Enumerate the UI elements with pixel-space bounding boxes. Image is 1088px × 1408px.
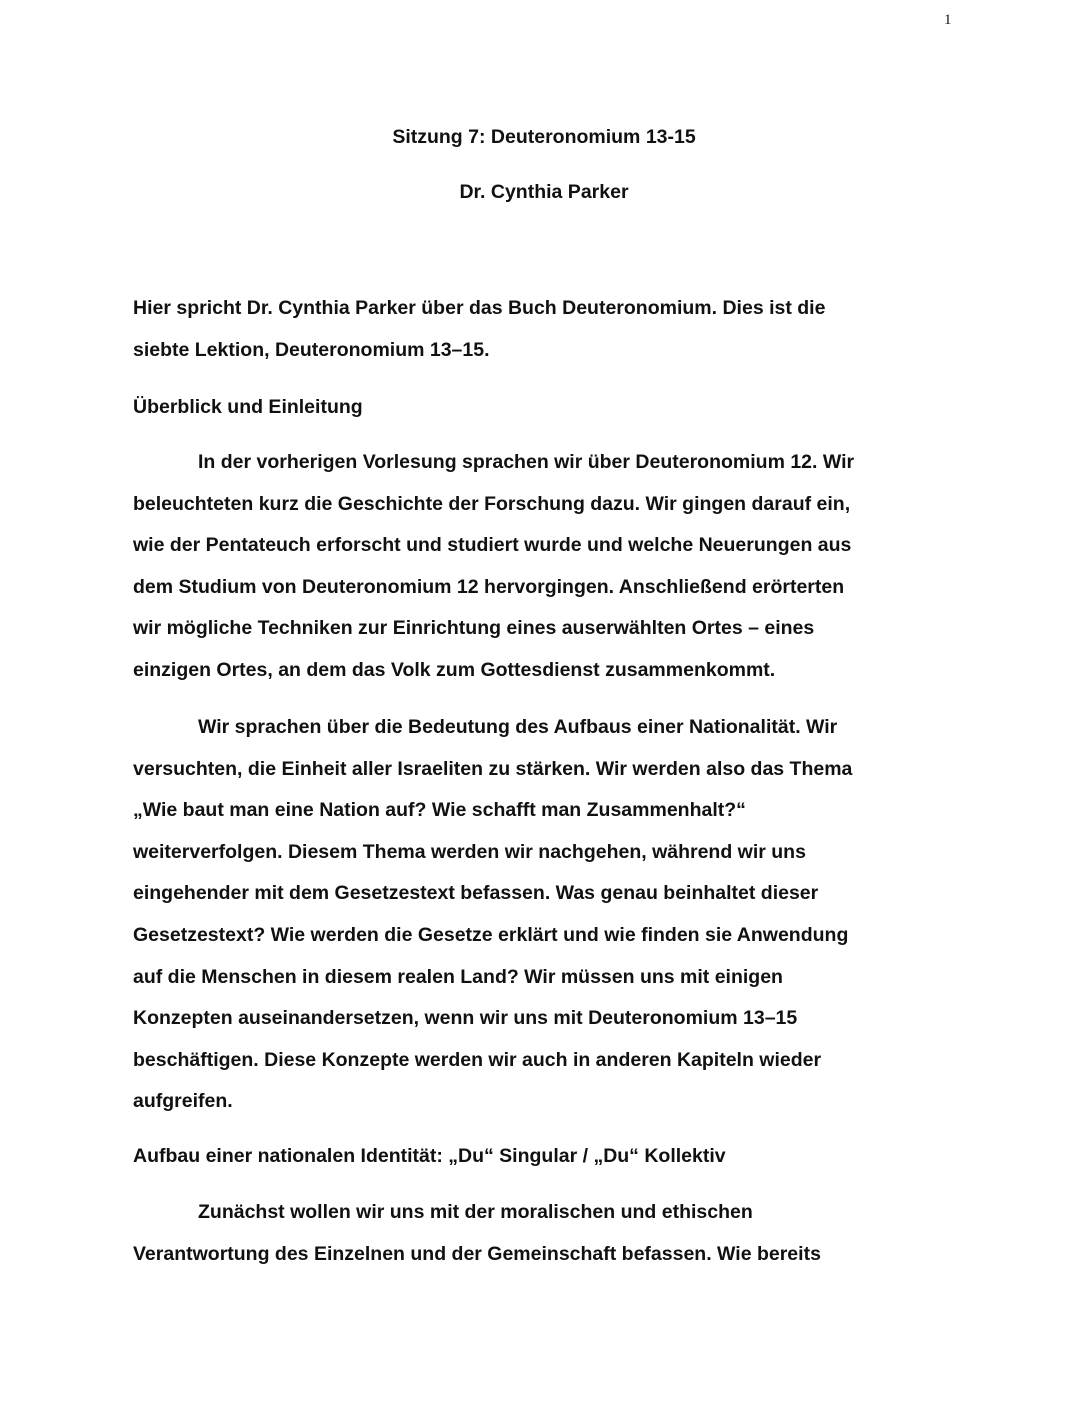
text-line: Gesetzestext? Wie werden die Gesetze erklärt und wie finden sie Anwendung	[133, 923, 849, 946]
text-line: wir mögliche Techniken zur Einrichtung eines auserwählten Ortes – eines	[133, 617, 815, 640]
document-author: Dr. Cynthia Parker	[459, 181, 629, 203]
heading-text: Aufbau einer nationalen Identität: „Du“ Singular / „Du“ Kollektiv	[133, 1145, 726, 1167]
text-line: In der vorherigen Vorlesung sprachen wir über Deuteronomium 12. Wir	[198, 451, 855, 473]
text-line: auf die Menschen in diesem realen Land? Wir müssen uns mit einigen	[133, 965, 783, 988]
text-line: siebte Lektion, Deuteronomium 13–15.	[133, 338, 490, 361]
heading-text: Überblick und Einleitung	[133, 396, 363, 418]
text-line: wie der Pentateuch erforscht und studiert wurde und welche Neuerungen aus	[133, 534, 852, 557]
text-line: „Wie baut man eine Nation auf? Wie schafft man Zusammenhalt?“	[133, 799, 746, 822]
text-line: beleuchteten kurz die Geschichte der Forschung dazu. Wir gingen darauf ein,	[133, 492, 851, 515]
text-line: versuchten, die Einheit aller Israeliten zu stärken. Wir werden also das Thema	[133, 757, 853, 780]
page-number: 1	[944, 12, 952, 28]
text-line: Wir sprachen über die Bedeutung des Aufbaus einer Nationalität. Wir	[198, 716, 838, 738]
text-line: aufgreifen.	[133, 1090, 233, 1113]
text-line: Konzepten auseinandersetzen, wenn wir uns mit Deuteronomium 13–15	[133, 1007, 798, 1030]
paragraph	[133, 707, 953, 1123]
text-line: beschäftigen. Diese Konzepte werden wir auch in anderen Kapiteln wieder	[133, 1048, 822, 1071]
document-title: Sitzung 7: Deuteronomium 13-15	[392, 126, 696, 148]
text-line: weiterverfolgen. Diesem Thema werden wir nachgehen, während wir uns	[133, 840, 806, 863]
paragraph	[133, 442, 953, 692]
text-line: Zunächst wollen wir uns mit der moralischen und ethischen	[198, 1201, 753, 1223]
text-line: einzigen Ortes, an dem das Volk zum Gottesdienst zusammenkommt.	[133, 658, 776, 681]
text-line: Hier spricht Dr. Cynthia Parker über das Buch Deuteronomium. Dies ist die	[133, 297, 826, 319]
section-heading	[133, 387, 953, 429]
section-heading	[133, 1136, 953, 1178]
text-line: dem Studium von Deuteronomium 12 hervorgingen. Anschließend erörterten	[133, 575, 845, 598]
intro-paragraph	[133, 288, 953, 371]
text-line: Verantwortung des Einzelnen und der Gemeinschaft befassen. Wie bereits	[133, 1242, 821, 1265]
text-line: eingehender mit dem Gesetzestext befassen. Was genau beinhaltet dieser	[133, 882, 819, 905]
paragraph	[133, 1192, 953, 1275]
